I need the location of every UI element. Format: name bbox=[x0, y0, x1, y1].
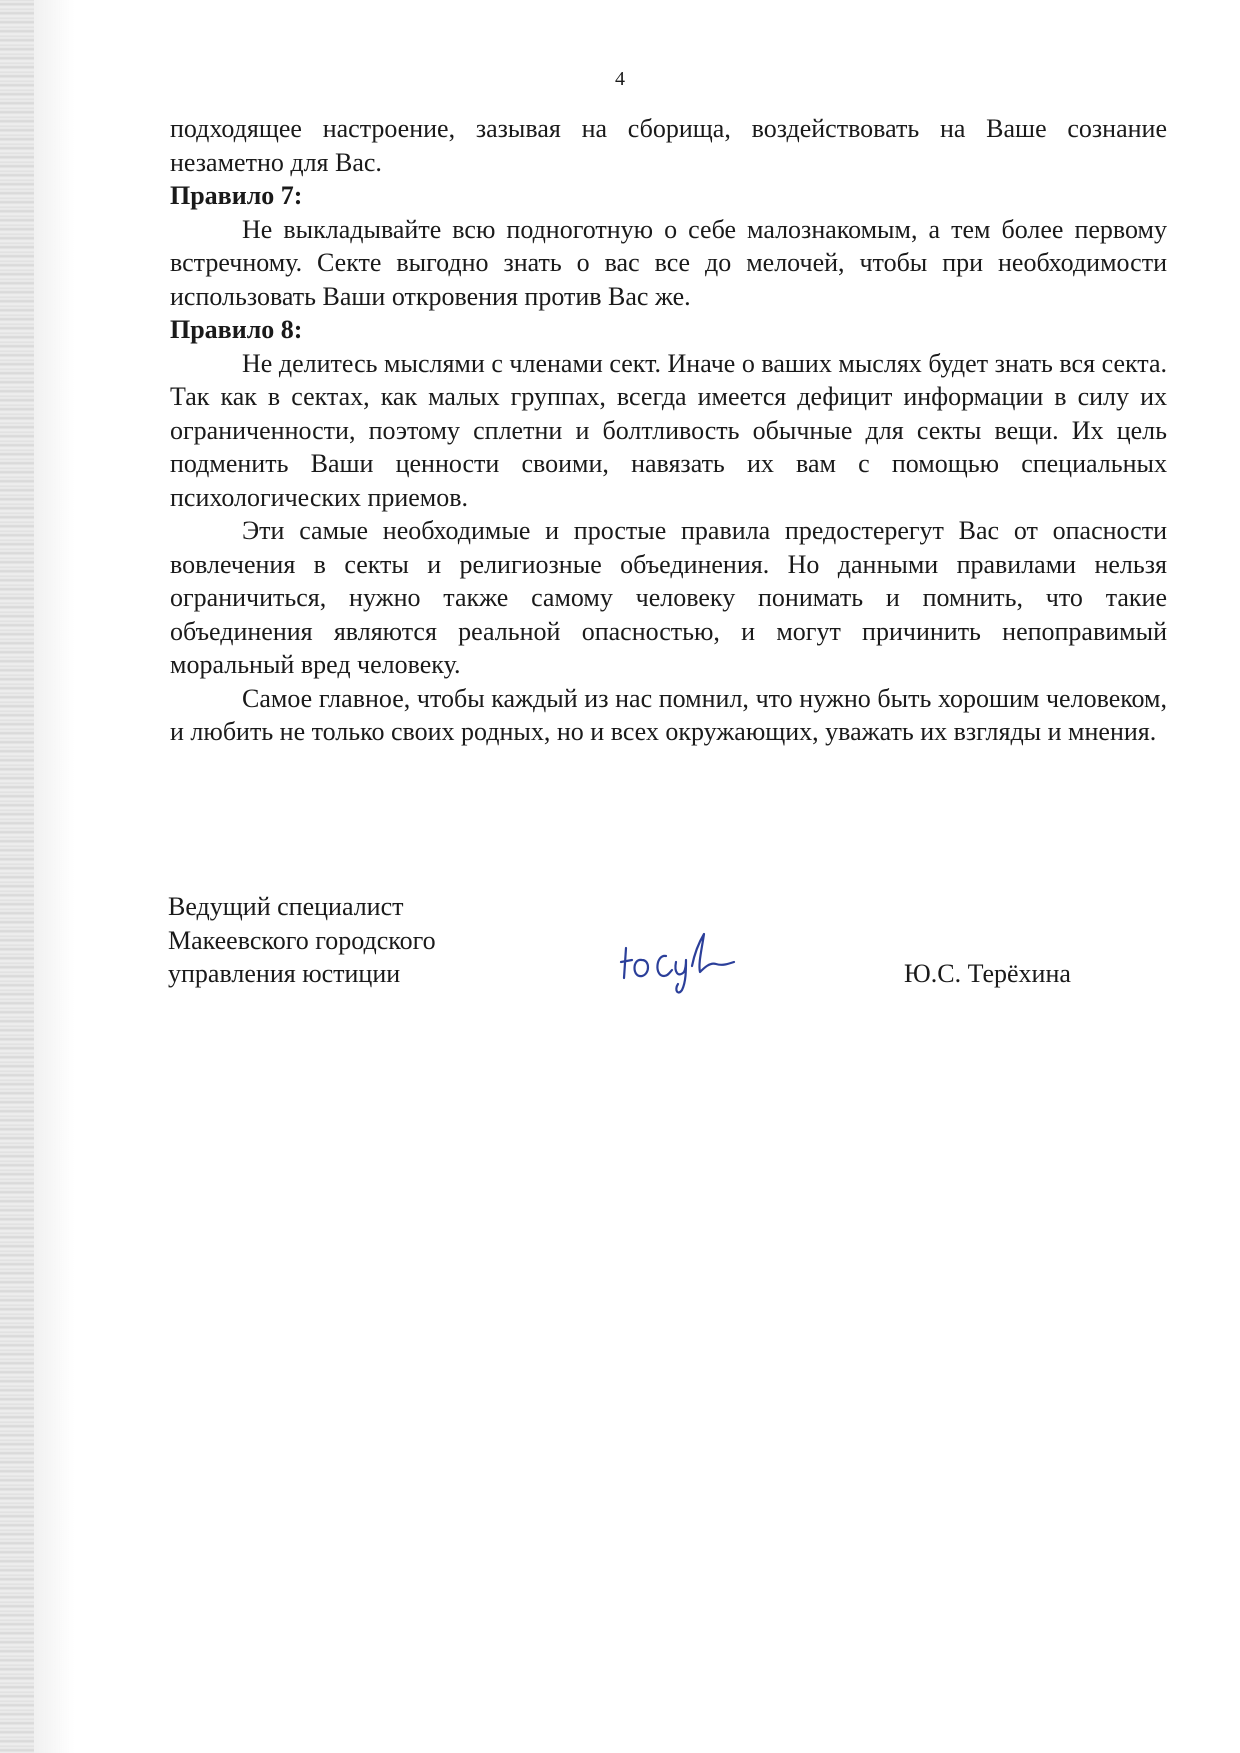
signer-position-line: Ведущий специалист bbox=[168, 892, 404, 921]
rule-8-heading: Правило 8: bbox=[170, 315, 303, 344]
signer-name: Ю.С. Терёхина bbox=[904, 959, 1071, 988]
rule-8-paragraph: Не делитесь мыслями с членами сект. Иначе о ваших мыслях будет знать вся секта. Так как в сектах, как малых группах, всегда имеется дефицит информации в силу их ограниченности, поэтому сплетни и болтливость обычные для секты вещи. Их цель подменить Ваши ценности своими, навязать их вам с помощью специальных психологических приемов. bbox=[170, 348, 1167, 512]
conclusion-paragraph: Эти самые необходимые и простые правила предостерегут Вас от опасности вовлечения в секты и религиозные объединения. Но данными правилами нельзя ограничиться, нужно также самому человеку понимать и помнить, что такие объединения являются реальной опасностью, и могут причинить непоправимый моральный вред человеку. bbox=[170, 516, 1167, 679]
page-number: 4 bbox=[615, 68, 625, 90]
signature-block bbox=[168, 890, 1168, 1000]
scan-edge-shadow bbox=[0, 0, 34, 1753]
rule-7-paragraph: Не выкладывайте всю подноготную о себе малознакомым, а тем более первому встречному. Секте выгодно знать о вас все до мелочей, чтобы при необходимости использовать Ваши откровения против Вас же. bbox=[170, 214, 1167, 311]
final-paragraph: Самое главное, чтобы каждый из нас помнил, что нужно быть хорошим человеком, и любить не только своих родных, но и всех окружающих, уважать их взгляды и мнения. bbox=[170, 683, 1167, 746]
continuation-paragraph: подходящее настроение, зазывая на сборища, воздействовать на Ваше сознание незаметно для Вас. bbox=[170, 114, 1167, 177]
signer-position-line: управления юстиции bbox=[168, 959, 401, 988]
rule-7-heading: Правило 7: bbox=[170, 181, 303, 210]
signer-position-line: Макеевского городского bbox=[168, 925, 436, 955]
handwritten-signature bbox=[618, 926, 738, 996]
signer-position bbox=[168, 890, 436, 991]
document-body bbox=[170, 112, 1167, 749]
